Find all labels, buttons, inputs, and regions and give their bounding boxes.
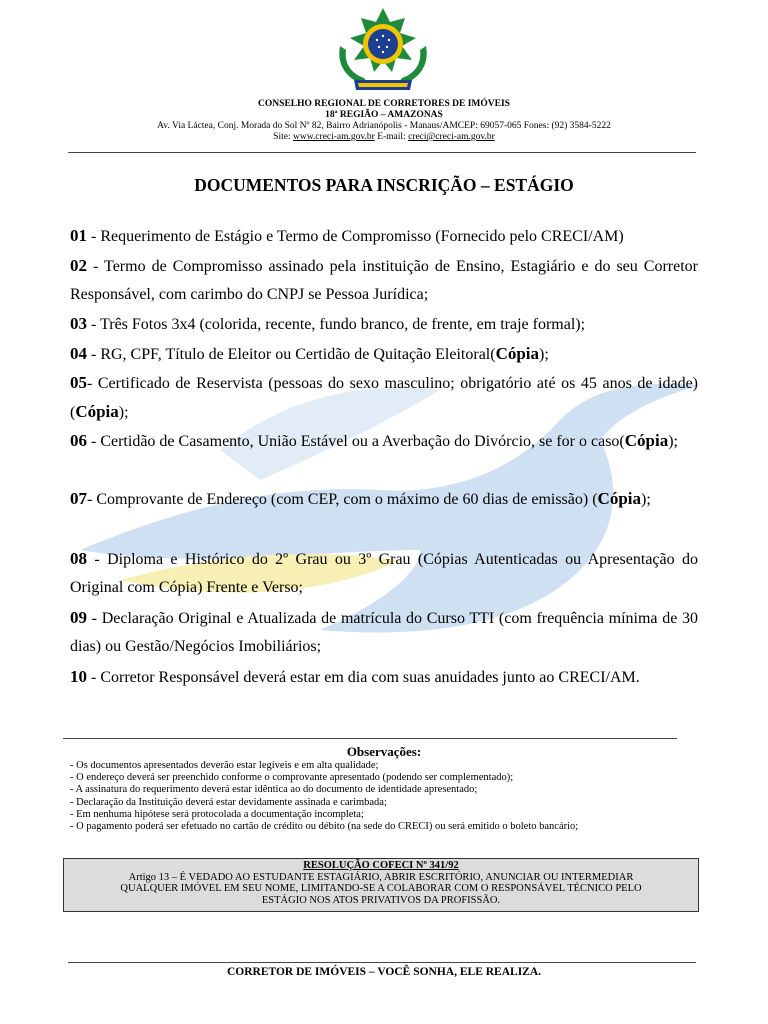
observation-item: - A assinatura do requerimento deverá estar idêntica ao do documento de identidade apresentado;: [70, 784, 478, 796]
footer-divider: [68, 962, 696, 963]
list-item: [70, 310, 698, 339]
item-text: - Corretor Responsável deverá estar em dia com suas anuidades junto ao CRECI/AM.: [87, 669, 640, 686]
observations-title: Observações:: [346, 744, 422, 759]
item-text: - Declaração Original e Atualizada de matrícula do Curso TTI (com frequência mínima de 30 dias) ou Gestão/Negócios Imobiliários;: [70, 610, 698, 655]
list-item: [70, 369, 698, 427]
site-label: Site:: [273, 132, 293, 142]
item-text: - Requerimento de Estágio e Termo de Compromisso (Fornecido pelo CRECI/AM): [87, 228, 624, 245]
item-number: 10: [70, 667, 87, 686]
email-link[interactable]: creci@creci-am.gov.br: [408, 132, 495, 142]
item-text-end: );: [641, 491, 651, 508]
list-item: [70, 427, 698, 456]
item-number: 05: [70, 373, 87, 392]
item-number: 07: [70, 489, 87, 508]
item-text: - Certificado de Reservista (pessoas do sexo masculino; obrigatório até os 45 anos de idade) (: [70, 375, 698, 421]
observation-item: - O pagamento poderá ser efetuado no cartão de crédito ou débito (na sede do CRECI) ou será emitido o boleto bancário;: [70, 821, 579, 833]
item-text: - Três Fotos 3x4 (colorida, recente, fundo branco, de frente, em traje formal);: [87, 316, 586, 333]
org-contacts: [0, 132, 768, 143]
list-item: [70, 252, 698, 309]
observations-list: [70, 760, 710, 833]
item-number: 01: [70, 226, 87, 245]
item-number: 03: [70, 314, 87, 333]
resolution-line: Artigo 13 – É VEDADO AO ESTUDANTE ESTAGIÁRIO, ABRIR ESCRITÓRIO, ANUNCIAR OU INTERMEDIAR: [128, 871, 634, 883]
observations-divider: [63, 738, 677, 739]
list-item: [70, 222, 698, 251]
item-text: - RG, CPF, Título de Eleitor ou Certidão de Quitação Eleitoral(: [87, 346, 496, 363]
header-divider: [68, 152, 696, 153]
org-name: CONSELHO REGIONAL DE CORRETORES DE IMÓVEIS: [258, 99, 510, 109]
resolution-line: QUALQUER IMÓVEL EM SEU NOME, LIMITANDO-SE A COLABORAR COM O RESPONSÁVEL TÉCNICO PELO: [120, 883, 642, 894]
item-copy-label: Cópia: [75, 402, 119, 421]
list-item: [70, 663, 698, 692]
item-text-end: );: [668, 433, 678, 450]
item-copy-label: Cópia: [495, 344, 540, 363]
item-number: 09: [70, 608, 87, 627]
item-copy-label: Cópia: [597, 489, 642, 508]
item-copy-label: Cópia: [624, 431, 669, 450]
item-text: - Diploma e Histórico do 2º Grau ou 3º Grau (Cópias Autenticadas ou Apresentação do Original com Cópia) Frente e Verso;: [70, 551, 698, 596]
list-item: [70, 545, 698, 602]
org-region: 18ª REGIÃO – AMAZONAS: [325, 110, 443, 120]
item-text: - Comprovante de Endereço (com CEP, com o máximo de 60 dias de emissão) (: [87, 491, 598, 508]
list-item: [70, 604, 698, 661]
item-text-end: );: [118, 404, 129, 421]
email-label: E-mail:: [374, 132, 409, 142]
item-number: 06: [70, 431, 87, 450]
observation-item: - O endereço deverá ser preenchido conforme o comprovante apresentado (podendo ser complementado);: [70, 772, 514, 784]
site-link[interactable]: www.creci-am.gov.br: [292, 132, 375, 142]
item-number: 02: [70, 256, 87, 275]
item-number: 04: [70, 344, 87, 363]
brazil-coat-of-arms-icon: [330, 6, 436, 98]
observation-item: - Declaração da Instituição deverá estar devidamente assinada e carimbada;: [70, 796, 387, 808]
item-text-end: );: [539, 346, 549, 363]
list-item: [70, 485, 698, 514]
resolution-line: ESTÁGIO NOS ATOS PRIVATIVOS DA PROFISSÃO.: [261, 894, 501, 906]
item-text: - Termo de Compromisso assinado pela instituição de Ensino, Estagiário e do seu Corretor Responsável, com carimbo do CNPJ se Pessoa Jurídica;: [70, 258, 698, 303]
list-item: [70, 340, 698, 369]
footer-slogan: CORRETOR DE IMÓVEIS – VOCÊ SONHA, ELE REALIZA.: [226, 966, 542, 978]
document-title: DOCUMENTOS PARA INSCRIÇÃO – ESTÁGIO: [194, 175, 574, 195]
resolution-title: RESOLUÇÃO COFECI Nº 341/92: [303, 860, 459, 871]
observation-item: - Em nenhuma hipótese será protocolada a documentação incompleta;: [70, 808, 364, 820]
resolution-notice: [63, 858, 699, 912]
org-address: Av. Via Láctea, Conj. Morada do Sol Nº 82, Bairro Adrianópolis - Manaus/AMCEP: 69057-065 Fones: (92) 3584-5222: [157, 121, 611, 131]
observation-item: - Os documentos apresentados deverão estar legíveis e em alta qualidade;: [70, 760, 379, 771]
item-text: - Certidão de Casamento, União Estável ou a Averbação do Divórcio, se for o caso(: [87, 433, 625, 450]
item-number: 08: [70, 549, 87, 568]
